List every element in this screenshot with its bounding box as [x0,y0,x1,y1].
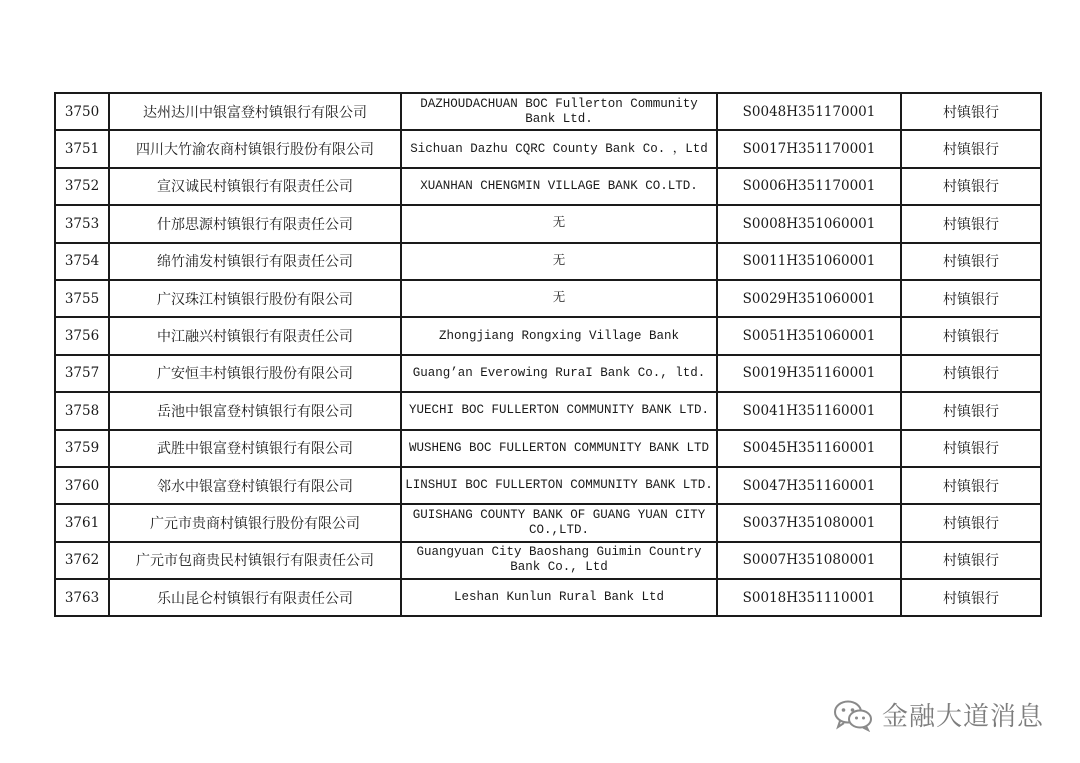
bank-name-cn: 广元市包商贵民村镇银行有限责任公司 [109,542,401,579]
bank-name-en: WUSHENG BOC FULLERTON COMMUNITY BANK LTD [401,430,717,467]
institution-type: 村镇银行 [901,504,1041,541]
institution-type: 村镇银行 [901,317,1041,354]
bank-name-cn: 绵竹浦发村镇银行有限责任公司 [109,243,401,280]
bank-name-en: Zhongjiang Rongxing Village Bank [401,317,717,354]
institution-type: 村镇银行 [901,579,1041,616]
bank-name-en: XUANHAN CHENGMIN VILLAGE BANK CO.LTD. [401,168,717,205]
table-row [55,355,1041,392]
institution-type: 村镇银行 [901,243,1041,280]
bank-name-cn: 中江融兴村镇银行有限责任公司 [109,317,401,354]
bank-name-cn: 邻水中银富登村镇银行有限公司 [109,467,401,504]
row-number: 3758 [55,392,109,429]
institution-type: 村镇银行 [901,542,1041,579]
institution-code: S0018H351110001 [717,579,901,616]
bank-name-en: Guang’an Everowing RuraI Bank Co., ltd. [401,355,717,392]
institution-code: S0017H351170001 [717,130,901,167]
bank-name-en: GUISHANG COUNTY BANK OF GUANG YUAN CITY CO.,LTD. [401,504,717,541]
institution-type: 村镇银行 [901,392,1041,429]
watermark [832,696,1044,733]
row-number: 3761 [55,504,109,541]
bank-name-cn: 广汉珠江村镇银行股份有限公司 [109,280,401,317]
institution-code: S0037H351080001 [717,504,901,541]
institution-code: S0045H351160001 [717,430,901,467]
institution-type: 村镇银行 [901,355,1041,392]
table-row [55,504,1041,541]
row-number: 3756 [55,317,109,354]
institution-code: S0051H351060001 [717,317,901,354]
row-number: 3762 [55,542,109,579]
watermark-text: 金融大道消息 [881,702,1044,732]
bank-name-en: Leshan Kunlun Rural Bank Ltd [401,579,717,616]
institution-type: 村镇银行 [901,467,1041,504]
row-number: 3757 [55,355,109,392]
row-number: 3760 [55,467,109,504]
institution-code: S0048H351170001 [717,93,901,130]
bank-name-en: Guangyuan City Baoshang Guimin Country Bank Co., Ltd [401,542,717,579]
institution-type: 村镇银行 [901,205,1041,242]
bank-name-cn: 乐山昆仑村镇银行有限责任公司 [109,579,401,616]
table-row [55,93,1041,130]
table-row [55,392,1041,429]
institution-type: 村镇银行 [901,168,1041,205]
bank-name-en: YUECHI BOC FULLERTON COMMUNITY BANK LTD. [401,392,717,429]
institution-code: S0041H351160001 [717,392,901,429]
row-number: 3754 [55,243,109,280]
wechat-icon [832,698,874,732]
row-number: 3759 [55,430,109,467]
bank-name-cn: 达州达川中银富登村镇银行有限公司 [109,93,401,130]
table-row [55,130,1041,167]
institution-code: S0047H351160001 [717,467,901,504]
table-row [55,317,1041,354]
table-body [55,93,1041,616]
bank-name-cn: 什邡思源村镇银行有限责任公司 [109,205,401,242]
row-number: 3763 [55,579,109,616]
institution-type: 村镇银行 [901,93,1041,130]
institution-type: 村镇银行 [901,280,1041,317]
bank-name-cn: 广安恒丰村镇银行股份有限公司 [109,355,401,392]
bank-name-cn: 宣汉诚民村镇银行有限责任公司 [109,168,401,205]
table-row [55,280,1041,317]
row-number: 3755 [55,280,109,317]
bank-list-table [54,92,1042,617]
bank-name-en: DAZHOUDACHUAN BOC Fullerton Community Bank Ltd. [401,93,717,130]
row-number: 3752 [55,168,109,205]
institution-code: S0011H351060001 [717,243,901,280]
institution-type: 村镇银行 [901,430,1041,467]
bank-name-en: 无 [401,205,717,242]
table-row [55,243,1041,280]
table-row [55,430,1041,467]
table-row [55,579,1041,616]
institution-code: S0006H351170001 [717,168,901,205]
table-row [55,168,1041,205]
bank-name-cn: 广元市贵商村镇银行股份有限公司 [109,504,401,541]
institution-code: S0029H351060001 [717,280,901,317]
bank-name-cn: 四川大竹渝农商村镇银行股份有限公司 [109,130,401,167]
row-number: 3751 [55,130,109,167]
table-row [55,467,1041,504]
table-row [55,542,1041,579]
bank-name-en: LINSHUI BOC FULLERTON COMMUNITY BANK LTD. [401,467,717,504]
bank-name-en: 无 [401,280,717,317]
institution-code: S0007H351080001 [717,542,901,579]
bank-name-en: Sichuan Dazhu CQRC County Bank Co. ，Ltd [401,130,717,167]
bank-name-cn: 岳池中银富登村镇银行有限公司 [109,392,401,429]
row-number: 3753 [55,205,109,242]
row-number: 3750 [55,93,109,130]
table-row [55,205,1041,242]
institution-code: S0008H351060001 [717,205,901,242]
institution-code: S0019H351160001 [717,355,901,392]
institution-type: 村镇银行 [901,130,1041,167]
bank-name-cn: 武胜中银富登村镇银行有限公司 [109,430,401,467]
bank-name-en: 无 [401,243,717,280]
